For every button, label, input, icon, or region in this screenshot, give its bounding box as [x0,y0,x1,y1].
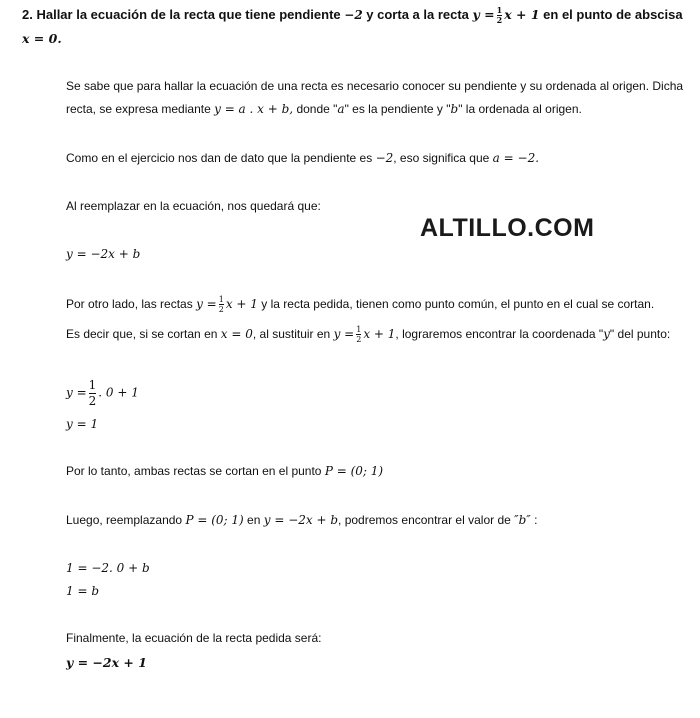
p6-text-a: Luego, reemplazando [66,513,183,527]
paragraph-1-line-2 [66,97,582,121]
p5-text: Por lo tanto, ambas rectas se cortan en el punto [66,464,322,478]
question-line-y: y = [472,7,495,22]
paragraph-4-line-1 [66,292,654,316]
equation-3 [66,412,98,436]
fraction-denominator: 2 [356,335,362,345]
p1-text-a: recta, se expresa mediante [66,102,211,116]
question-abscissa: x = 0. [22,31,62,46]
p6-var-b: ″b″ [514,513,531,527]
p1-equation: y = a . x + b, [214,102,294,116]
paragraph-6 [66,508,537,532]
p4-text-e: , lograremos encontrar la coordenada " [395,327,604,341]
p4-x0: x = 0 [220,327,253,341]
p1-text: Se sabe que para hallar la ecuación de una recta es necesario conocer su pendiente y su ordenada al origen. Dicha [66,79,684,93]
fraction-denominator: 2 [218,305,224,315]
p6-text-b: en [247,513,261,527]
question-number: 2. [22,7,33,22]
fraction-numerator: 1 [218,295,224,305]
p4-line-y-2: y = [333,327,355,341]
p4-line-rest-2: x + 1 [363,327,396,341]
p6-text-d: : [534,513,538,527]
question-slope: −2 [344,8,363,22]
equation-2 [66,378,139,409]
fraction-numerator: 1 [496,5,503,16]
p4-fraction [219,295,224,314]
eq5-text: 1 = b [66,584,99,598]
question-title [22,3,694,50]
question-line-rest: x + 1 [504,7,540,22]
p2-text-a: Como en el ejercicio nos dan de dato que la pendiente es [66,151,373,165]
p2-equation: a = −2. [492,151,540,165]
eq4-text: 1 = −2. 0 + b [66,561,150,575]
p4-text-f: " del punto: [609,327,671,341]
p6-text-c: , podremos encontrar el valor de [338,513,511,527]
p2-text-b: , eso significa que [393,151,490,165]
p3-text: Al reemplazar en la ecuación, nos quedará que: [66,199,321,213]
question-text-2: y corta a la recta [366,7,469,22]
p4-text-c: Es decir que, si se cortan en [66,327,218,341]
eq2-fraction [89,378,97,409]
fraction-numerator: 1 [356,325,362,335]
final-equation [66,651,147,675]
p6-equation: y = −2x + b [263,513,339,527]
p1-var-a: a [337,102,345,116]
p4-text-b: y la recta pedida, tienen como punto común, el punto en el cual se cortan. [261,297,655,311]
question-text-1: Hallar la ecuación de la recta que tiene pendiente [36,7,341,22]
p4-line-y: y = [196,297,217,311]
question-text-3: en el punto de abscisa [543,7,683,22]
paragraph-4-line-2 [66,322,670,346]
p5-point: P = (0; 1) [324,464,384,478]
equation-1 [66,242,140,266]
eq3-text: y = 1 [66,417,99,431]
paragraph-2 [66,146,539,170]
p4-text-d: , al sustituir en [252,327,331,341]
equation-4 [66,556,150,580]
p1-text-d: " la ordenada al origen. [458,102,582,116]
paragraph-1-line-1 [66,74,683,98]
p2-slope: −2 [375,151,394,165]
eq2-y: y = [66,385,87,400]
p4-var-y: y [603,327,610,341]
fraction-denominator: 2 [496,15,503,26]
p7-text: Finalmente, la ecuación de la recta pedida será: [66,631,322,645]
watermark-logo: ALTILLO.COM [420,214,595,242]
paragraph-5 [66,459,383,483]
p4-text-a: Por otro lado, las rectas [66,297,193,311]
paragraph-3 [66,194,321,218]
equation-5 [66,579,99,603]
eq1-text: y = −2x + b [66,247,141,261]
final-equation-text: y = −2x + 1 [66,655,147,670]
p1-text-b: donde " [296,102,338,116]
paragraph-7 [66,626,322,650]
p6-point: P = (0; 1) [185,513,244,527]
p1-var-b: b [450,102,459,116]
fraction-denominator: 2 [88,394,97,408]
eq2-rest: . 0 + 1 [98,385,139,400]
fraction-numerator: 1 [88,378,97,392]
question-fraction [497,6,503,25]
p4-fraction-2 [356,325,361,344]
p1-text-c: " es la pendiente y " [344,102,451,116]
p4-line-rest: x + 1 [225,297,258,311]
